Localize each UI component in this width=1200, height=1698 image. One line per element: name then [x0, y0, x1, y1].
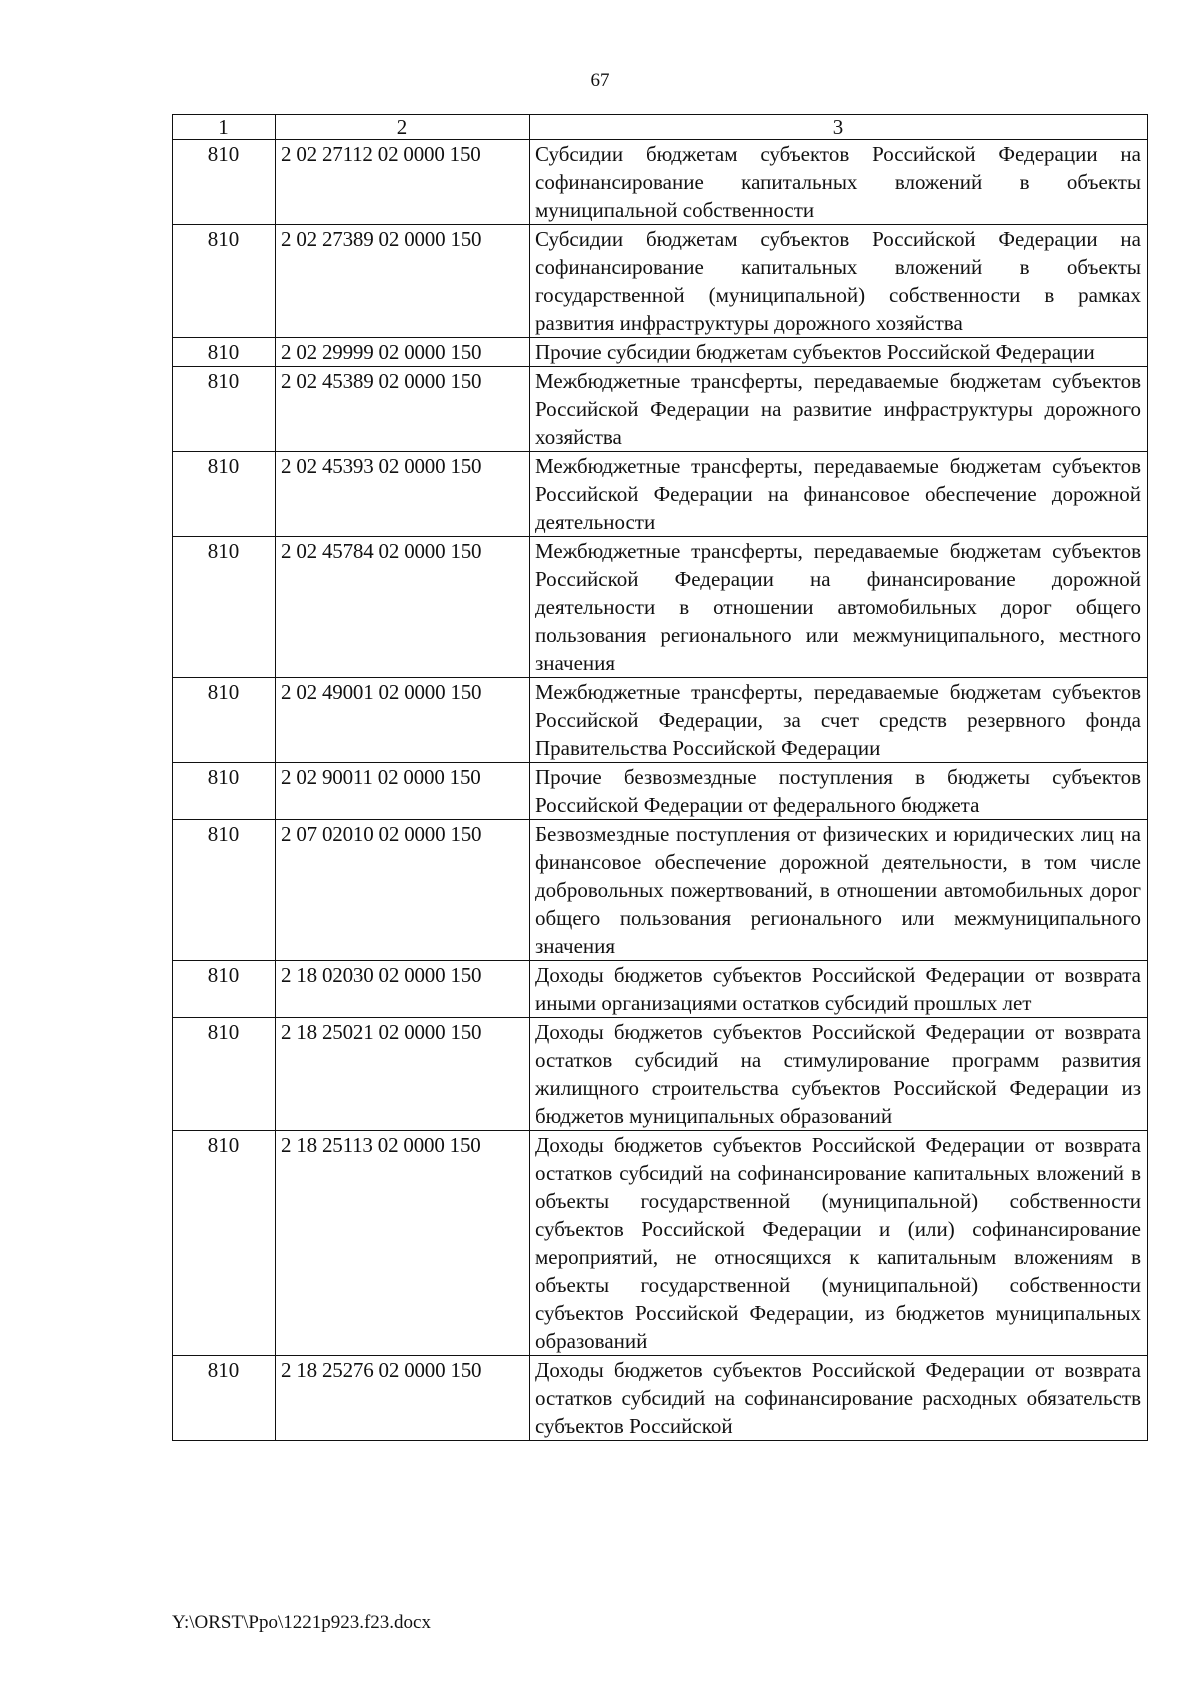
column-number-1: 1 — [173, 115, 276, 140]
revenue-name-cell: Доходы бюджетов субъектов Российской Федерации от возврата остатков субсидий на софинансирование капитальных вложений в объекты государственной (муниципальной) собственности субъектов Российской Федерации и (или) софинансирование мероприятий, не относящихся к капитальным вложениям в объекты государственной (муниципальной) собственности субъектов Российской Федерации, из бюджетов муниципальных образований — [530, 1131, 1148, 1356]
table-row — [173, 763, 1148, 820]
table-row — [173, 338, 1148, 367]
admin-code-cell: 810 — [173, 763, 276, 820]
admin-code-cell: 810 — [173, 961, 276, 1018]
column-number-3: 3 — [530, 115, 1148, 140]
table-row — [173, 678, 1148, 763]
table-row — [173, 1018, 1148, 1131]
admin-code-cell: 810 — [173, 140, 276, 225]
revenue-name-cell: Межбюджетные трансферты, передаваемые бюджетам субъектов Российской Федерации на финансовое обеспечение дорожной деятельности — [530, 452, 1148, 537]
table-row — [173, 225, 1148, 338]
revenue-name-cell: Доходы бюджетов субъектов Российской Федерации от возврата иными организациями остатков субсидий прошлых лет — [530, 961, 1148, 1018]
revenue-name-cell: Доходы бюджетов субъектов Российской Федерации от возврата остатков субсидий на стимулирование программ развития жилищного строительства субъектов Российской Федерации из бюджетов муниципальных образований — [530, 1018, 1148, 1131]
revenue-name-cell: Межбюджетные трансферты, передаваемые бюджетам субъектов Российской Федерации, за счет средств резервного фонда Правительства Российской Федерации — [530, 678, 1148, 763]
table-row — [173, 140, 1148, 225]
admin-code-cell: 810 — [173, 452, 276, 537]
budget-code-cell: 2 18 25276 02 0000 150 — [276, 1356, 530, 1441]
budget-code-cell: 2 02 27112 02 0000 150 — [276, 140, 530, 225]
admin-code-cell: 810 — [173, 1018, 276, 1131]
table-row — [173, 961, 1148, 1018]
admin-code-cell: 810 — [173, 537, 276, 678]
column-number-2: 2 — [276, 115, 530, 140]
budget-code-cell: 2 02 90011 02 0000 150 — [276, 763, 530, 820]
revenue-name-cell: Субсидии бюджетам субъектов Российской Федерации на софинансирование капитальных вложений в объекты государственной (муниципальной) собственности в рамках развития инфраструктуры дорожного хозяйства — [530, 225, 1148, 338]
revenue-codes-table — [172, 114, 1148, 1441]
table-row — [173, 820, 1148, 961]
revenue-name-cell: Межбюджетные трансферты, передаваемые бюджетам субъектов Российской Федерации на финансирование дорожной деятельности в отношении автомобильных дорог общего пользования регионального или межмуниципального, местного значения — [530, 537, 1148, 678]
admin-code-cell: 810 — [173, 1131, 276, 1356]
admin-code-cell: 810 — [173, 820, 276, 961]
table-row — [173, 1356, 1148, 1441]
budget-code-cell: 2 02 45389 02 0000 150 — [276, 367, 530, 452]
table-row — [173, 1131, 1148, 1356]
revenue-name-cell: Прочие безвозмездные поступления в бюджеты субъектов Российской Федерации от федерального бюджета — [530, 763, 1148, 820]
budget-code-cell: 2 02 49001 02 0000 150 — [276, 678, 530, 763]
revenue-name-cell: Безвозмездные поступления от физических и юридических лиц на финансовое обеспечение дорожной деятельности, в том числе добровольных пожертвований, в отношении автомобильных дорог общего пользования регионального или межмуниципального значения — [530, 820, 1148, 961]
table-row — [173, 367, 1148, 452]
page-number: 67 — [590, 70, 610, 91]
revenue-name-cell: Межбюджетные трансферты, передаваемые бюджетам субъектов Российской Федерации на развитие инфраструктуры дорожного хозяйства — [530, 367, 1148, 452]
budget-code-cell: 2 18 25021 02 0000 150 — [276, 1018, 530, 1131]
budget-code-cell: 2 18 25113 02 0000 150 — [276, 1131, 530, 1356]
table-body — [173, 115, 1148, 1441]
table-row — [173, 452, 1148, 537]
budget-code-cell: 2 02 45393 02 0000 150 — [276, 452, 530, 537]
budget-code-cell: 2 02 45784 02 0000 150 — [276, 537, 530, 678]
admin-code-cell: 810 — [173, 338, 276, 367]
admin-code-cell: 810 — [173, 225, 276, 338]
table-row — [173, 537, 1148, 678]
revenue-name-cell: Доходы бюджетов субъектов Российской Федерации от возврата остатков субсидий на софинансирование расходных обязательств субъектов Российской — [530, 1356, 1148, 1441]
footer-file-path: Y:\ORST\Ppo\1221p923.f23.docx — [172, 1612, 431, 1633]
revenue-name-cell: Прочие субсидии бюджетам субъектов Российской Федерации — [530, 338, 1148, 367]
admin-code-cell: 810 — [173, 678, 276, 763]
budget-code-cell: 2 18 02030 02 0000 150 — [276, 961, 530, 1018]
revenue-name-cell: Субсидии бюджетам субъектов Российской Федерации на софинансирование капитальных вложений в объекты муниципальной собственности — [530, 140, 1148, 225]
budget-code-cell: 2 02 29999 02 0000 150 — [276, 338, 530, 367]
budget-code-cell: 2 02 27389 02 0000 150 — [276, 225, 530, 338]
admin-code-cell: 810 — [173, 1356, 276, 1441]
admin-code-cell: 810 — [173, 367, 276, 452]
budget-code-cell: 2 07 02010 02 0000 150 — [276, 820, 530, 961]
table-header-row — [173, 115, 1148, 140]
